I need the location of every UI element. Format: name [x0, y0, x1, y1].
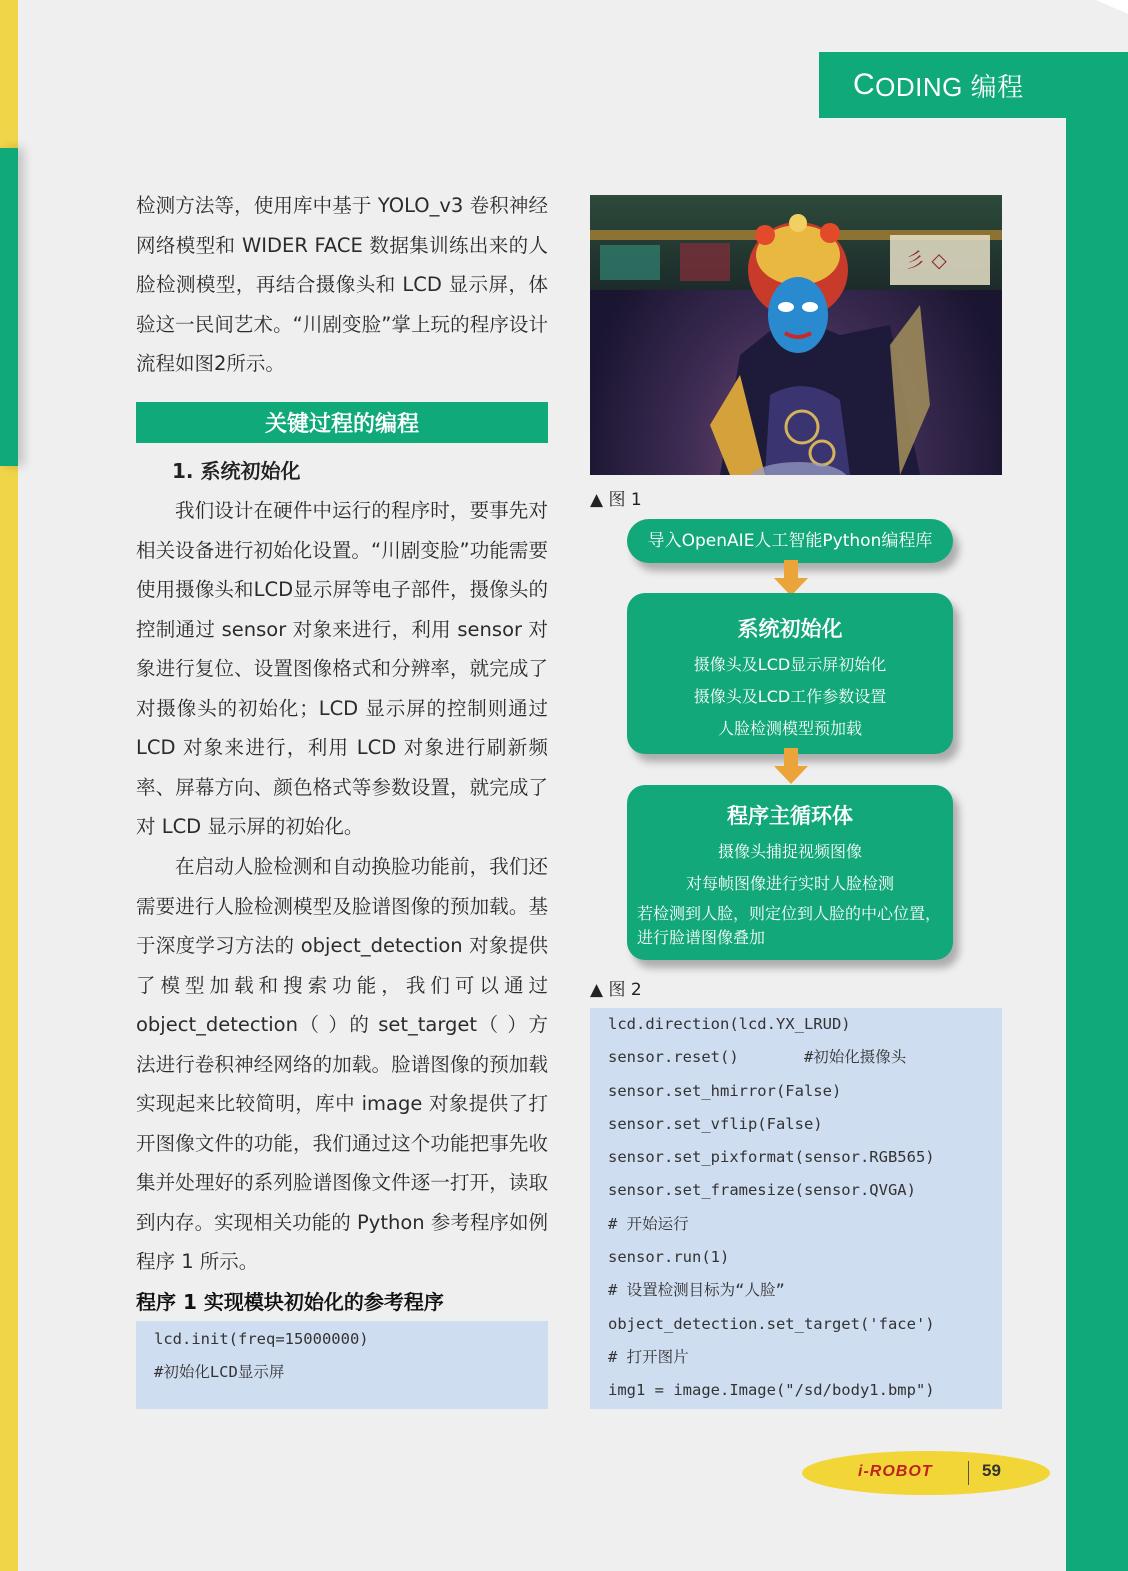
code-line: sensor.set_framesize(sensor.QVGA): [608, 1181, 916, 1200]
code-line: sensor.set_hmirror(False): [608, 1081, 842, 1100]
flow-arrow-down-icon: [772, 748, 810, 786]
init-paragraph: 我们设计在硬件中运行的程序时，要事先对相关设备进行初始化设置。“川剧变脸”功能需要使用摄像头和LCD显示屏等电子部件，摄像头的控制通过 sensor 对象来进行，利用 sensor 对象进行复位、设置图像格式和分辨率，就完成了对摄像头的初始化；LCD 显示屏的控制则通过 LCD 对象来进行，利用 LCD 对象进行刷新频率、屏幕方向、颜色格式等参数设置，就完成了对 LCD 显示屏的初始化。: [136, 499, 548, 838]
flow-step-import: [627, 519, 953, 563]
flow-step-main-loop: [627, 785, 953, 960]
footer-brand-logo: i-ROBOT: [858, 1463, 933, 1480]
flow-step-loop-line: 若检测到人脸，则定位到人脸的中心位置，进行脸谱图像叠加: [637, 904, 942, 947]
flow-step-init: [627, 593, 953, 754]
footer-divider: [968, 1461, 969, 1485]
code-line: sensor.reset() #初始化摄像头: [608, 1048, 907, 1067]
flow-step-import-label: 导入OpenAIE人工智能Python编程库: [647, 531, 933, 551]
code-line: sensor.run(1): [608, 1248, 730, 1267]
code-line: sensor.set_pixformat(sensor.RGB565): [608, 1148, 935, 1167]
page-number: 59: [982, 1461, 1001, 1480]
code-line: object_detection.set_target('face'): [608, 1314, 935, 1333]
figure-2-caption: ▲ 图 2: [590, 980, 642, 1000]
code-line: img1 = image.Image("/sd/body1.bmp"): [608, 1381, 935, 1400]
opera-performer-illustration: [590, 195, 1002, 475]
section-header: [819, 52, 1128, 118]
code-line: lcd.init(freq=15000000): [154, 1330, 369, 1348]
corner-fold: [1096, 0, 1128, 14]
intro-paragraph: 检测方法等，使用库中基于 YOLO_v3 卷积神经网络模型和 WIDER FACE 数据集训练出来的人脸检测模型，再结合摄像头和 LCD 显示屏，体验这一民间艺术。“川剧变脸”掌上玩的程序设计流程如图2所示。: [136, 194, 548, 375]
flow-step-init-line: 人脸检测模型预加载: [717, 719, 862, 738]
flow-step-init-line: 摄像头及LCD显示屏初始化: [693, 655, 887, 674]
code-line: # 设置检测目标为“人脸”: [608, 1281, 785, 1300]
svg-text:彡 ◇: 彡 ◇: [905, 248, 947, 272]
figure-1-caption: ▲ 图 1: [590, 490, 642, 510]
section-title: 关键过程的编程: [136, 402, 548, 443]
code-line: #初始化LCD显示屏: [154, 1363, 285, 1382]
header-first-letter: C: [853, 68, 876, 101]
sub-heading: 1. 系统初始化: [172, 459, 301, 483]
flow-step-init-line: 摄像头及LCD工作参数设置: [693, 687, 887, 706]
flow-step-loop-line: 摄像头捕捉视频图像: [717, 842, 862, 861]
program-title: 程序 1 实现模块初始化的参考程序: [136, 1290, 444, 1314]
right-green-band: [1066, 52, 1128, 1571]
code-block-right: [590, 1008, 1002, 1409]
flow-step-loop-line: 对每帧图像进行实时人脸检测: [685, 874, 894, 893]
code-block-left: [136, 1321, 548, 1409]
sichuan-opera-photo: [590, 195, 1002, 475]
flow-step-loop-title: 程序主循环体: [727, 804, 853, 828]
code-line: # 开始运行: [608, 1214, 689, 1233]
header-rest: ODING 编程: [875, 71, 1024, 102]
code-line: sensor.set_vflip(False): [608, 1114, 823, 1133]
left-green-tab: [0, 148, 18, 466]
code-line: # 打开图片: [608, 1347, 689, 1366]
code-line: lcd.direction(lcd.YX_LRUD): [608, 1015, 851, 1033]
flow-step-init-title: 系统初始化: [737, 617, 843, 641]
preload-paragraph: 在启动人脸检测和自动换脸功能前，我们还需要进行人脸检测模型及脸谱图像的预加载。基于深度学习方法的 object_detection 对象提供了模型加载和搜索功能，我们可以通过 object_detection（ ）的 set_target（ ）方法进行卷积神经网络的加载。脸谱图像的预加载实现起来比较简明，库中 image 对象提供了打开图像文件的功能，我们通过这个功能把事先收集并处理好的系列脸谱图像文件逐一打开，读取到内存。实现相关功能的 Python 参考程序如例程序 1 所示。: [136, 855, 548, 1273]
